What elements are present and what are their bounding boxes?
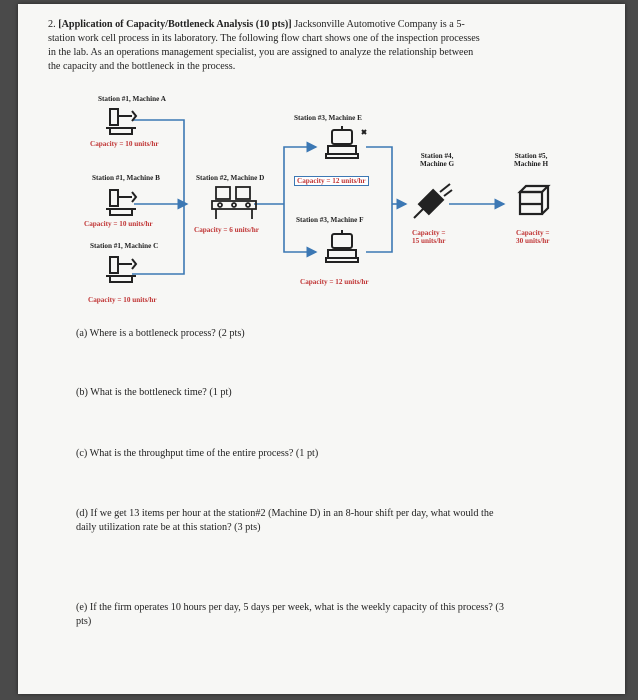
question-d-line2: daily utilization rate be at this station? (3 pts) [76,522,261,533]
station5-label [514,152,548,168]
station1a-label: Station #1, Machine A [98,95,166,103]
question-a: (a) Where is a bottleneck process? (2 pts) [76,328,245,339]
machine-c-icon [102,254,144,284]
machine-e-icon [324,126,372,162]
machine-f-icon [324,230,372,266]
station1c-label: Station #1, Machine C [90,242,159,250]
station4-capacity-line1: Capacity = [412,229,446,237]
station1b-capacity: Capacity = 10 units/hr [84,220,153,228]
station3f-label: Station #3, Machine F [296,216,364,224]
header-text-4: the capacity and the bottleneck in the process. [48,61,236,72]
station3e-capacity: Capacity = 12 units/hr [294,176,369,186]
document-page [18,4,625,694]
flow-chart [54,92,594,317]
station5-capacity-line2: 30 units/hr [516,237,550,245]
question-e-line1: (e) If the firm operates 10 hours per day, 5 days per week, what is the weekly capacity of this process? (3 [76,602,504,613]
problem-number: 2. [48,19,56,30]
machine-g-icon [410,182,456,222]
station4-capacity [412,229,445,245]
station5-capacity [516,229,549,245]
question-e [76,601,586,629]
station4-capacity-line2: 15 units/hr [412,237,446,245]
question-e-line2: pts) [76,616,92,627]
question-d-line1: (d) If we get 13 items per hour at the station#2 (Machine D) in an 8-hour shift per day, what would the [76,508,494,519]
machine-a-icon [102,106,144,136]
header-text-2: station work cell process in its laboratory. The following flow chart shows one of the inspection processes [48,33,480,44]
station2-label: Station #2, Machine D [196,174,265,182]
question-d [76,507,586,535]
station1b-label: Station #1, Machine B [92,174,160,182]
machine-b-icon [102,187,144,217]
header-text-1: Jacksonville Automotive Company is a 5- [294,19,465,30]
machine-d-icon [210,185,260,221]
problem-title: [Application of Capacity/Bottleneck Analysis (10 pts)] [58,19,292,30]
station5-capacity-line1: Capacity = [516,229,550,237]
station3e-label: Station #3, Machine E [294,114,362,122]
station3f-capacity: Capacity = 12 units/hr [300,278,369,286]
problem-header [48,18,608,74]
station5-label-line1: Station #5, [514,152,548,160]
header-text-3: in the lab. As an operations management specialist, you are assigned to analyze the relationship between [48,47,474,58]
station4-label-line2: Machine G [420,160,455,168]
station5-label-line2: Machine H [514,160,549,168]
station2-capacity: Capacity = 6 units/hr [194,226,259,234]
station1a-capacity: Capacity = 10 units/hr [90,140,159,148]
header-line-1 [48,18,608,32]
station4-label-line1: Station #4, [420,152,454,160]
machine-h-icon [512,184,552,220]
station1c-capacity: Capacity = 10 units/hr [88,296,157,304]
station4-label [420,152,454,168]
question-c: (c) What is the throughput time of the entire process? (1 pt) [76,448,319,459]
question-b: (b) What is the bottleneck time? (1 pt) [76,387,232,398]
